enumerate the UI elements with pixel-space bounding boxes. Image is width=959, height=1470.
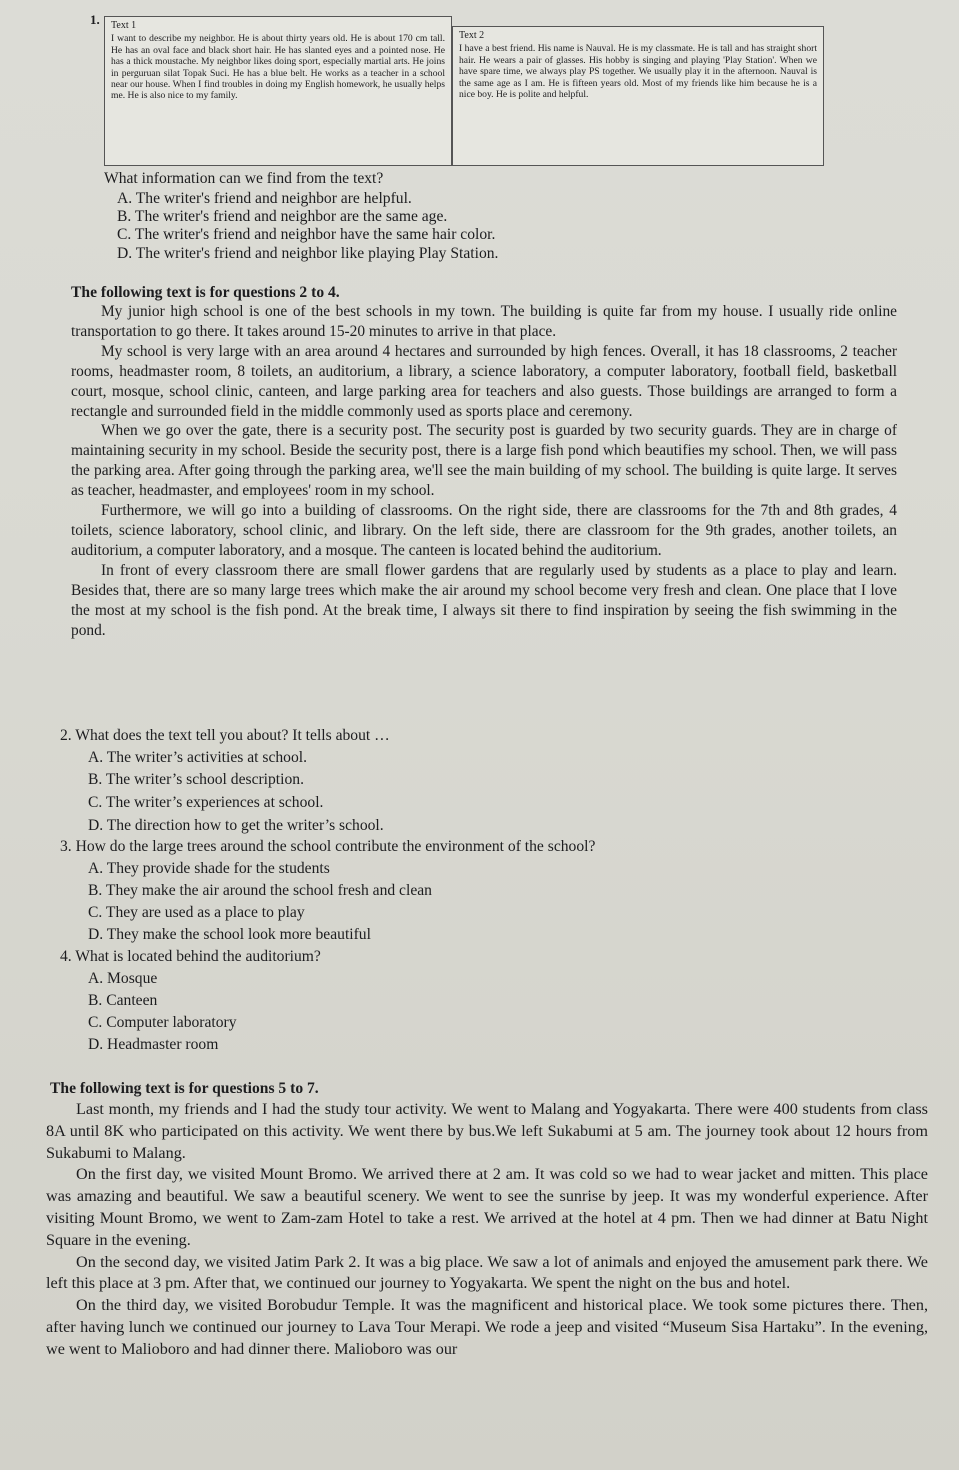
text-1-body: I want to describe my neighbor. He is about thirty years old. He is about 170 cm tall. He has an oval face and black short hair. He has slanted eyes and a pointed nose. He has a thick moustache. My neighbor likes doing sport, especially martial arts. He joins in perguruan silat Topak Suci. He has a blue belt. He works as a teacher in a school near our house. When I find troubles in doing my English homework, he usually helps me. He is also nice to my family. — [111, 33, 445, 102]
q3-option-b: B. They make the air around the school fresh and clean — [88, 882, 432, 899]
section-2-text — [71, 302, 897, 640]
q2-option-b: B. The writer’s school description. — [88, 771, 304, 788]
text-1-title: Text 1 — [111, 20, 137, 31]
q2-option-c: C. The writer’s experiences at school. — [88, 794, 324, 811]
q2-option-d: D. The direction how to get the writer’s school. — [88, 817, 384, 834]
section-2-paragraph: My school is very large with an area around 4 hectares and surrounded by high fences. Overall, it has 18 classrooms, 2 teacher rooms, headmaster room, 8 toilets, an auditorium, a library, a science laboratory, a computer laboratory, football field, basketball court, mosque, school clinic, canteen, and large parking area for teachers and also guests. Those buildings are arranged to form a rectangle and surrounded field in the middle commonly used as sports place and ceremony. — [71, 342, 897, 420]
section-3-paragraph: On the first day, we visited Mount Bromo. We arrived there at 2 am. It was cold so we had to wear jacket and mitten. This place was amazing and beautiful. We saw a beautiful scenery. We went to see the sunrise by jeep. It was my wonderful experience. After visiting Mount Bromo, we went to Zam-zam Hotel to take a rest. We arrived at the hotel at 4 pm. Then we had dinner at Batu Night Square in the evening. — [46, 1165, 928, 1249]
text-2-body: I have a best friend. His name is Nauval. He is my classmate. He is tall and has straight short hair. He wears a pair of glasses. His hobby is singing and playing 'Play Station'. When we have spare time, we always play PS together. We usually play it in the afternoon. Nauval is the same age as I am. He is fifteen years old. Most of my friends like him because he is a nice boy. He is polite and helpful. — [459, 43, 817, 101]
q4-question: 4. What is located behind the auditorium? — [60, 948, 321, 965]
section-3-paragraph: On the third day, we visited Borobudur Temple. It was the magnificent and historical place. We took some pictures there. Then, after having lunch we continued our journey to Lava Tour Merapi. We rode a jeep and visited “Museum Sisa Hartaku”. In the evening, we went to Malioboro and had dinner there. Malioboro was our — [46, 1296, 928, 1358]
q1-question: What information can we find from the text? — [104, 170, 384, 187]
q4-option-a: A. Mosque — [88, 970, 158, 987]
q2-question: 2. What does the text tell you about? It tells about … — [60, 727, 390, 744]
q1-option-d: D. The writer's friend and neighbor like playing Play Station. — [117, 245, 499, 262]
section-2-heading: The following text is for questions 2 to 4. — [71, 284, 340, 301]
text-1-box — [104, 16, 452, 166]
question-number: 1. — [90, 12, 100, 27]
section-2-paragraph: In front of every classroom there are small flower gardens that are regularly used by students as a place to play and learn. Besides that, there are so many large trees which make the air around my school become very fresh and clean. One place that I love the most at my school is the fish pond. At the break time, I always sit there to find inspiration by seeing the fish swimming in the pond. — [71, 561, 897, 639]
q3-question: 3. How do the large trees around the school contribute the environment of the school? — [60, 838, 596, 855]
q3-option-d: D. They make the school look more beautiful — [88, 926, 371, 943]
section-3-paragraph: On the second day, we visited Jatim Park 2. It was a big place. We saw a lot of animals and enjoyed the amusement park there. We left this place at 3 pm. After that, we continued our journey to Yogyakarta. We spent the night on the bus and hotel. — [46, 1252, 928, 1293]
section-3-text — [46, 1099, 928, 1361]
q3-option-c: C. They are used as a place to play — [88, 904, 305, 921]
q1-option-b: B. The writer's friend and neighbor are the same age. — [117, 208, 448, 225]
section-2-paragraph: Furthermore, we will go into a building of classrooms. On the right side, there are classrooms for the 7th and 8th grades, 4 toilets, science laboratory, school clinic, and library. On the left side, there are classroom for the 9th grades, another toilets, an auditorium, a computer laboratory, and a mosque. The canteen is located behind the auditorium. — [71, 502, 897, 559]
q4-option-d: D. Headmaster room — [88, 1036, 219, 1053]
q3-option-a: A. They provide shade for the students — [88, 860, 330, 877]
q4-option-b: B. Canteen — [88, 992, 158, 1009]
section-3-heading: The following text is for questions 5 to 7. — [50, 1080, 319, 1097]
q1-option-c: C. The writer's friend and neighbor have the same hair color. — [117, 226, 496, 243]
q2-option-a: A. The writer’s activities at school. — [88, 749, 307, 766]
text-2-title: Text 2 — [459, 30, 485, 41]
q1-option-a: A. The writer's friend and neighbor are helpful. — [117, 190, 412, 207]
section-2-paragraph: My junior high school is one of the best schools in my town. The building is quite far from my house. I usually ride online transportation to go there. It takes around 15-20 minutes to arrive in that place. — [71, 303, 897, 340]
text-2-box — [452, 26, 824, 166]
section-3-paragraph: Last month, my friends and I had the study tour activity. We went to Malang and Yogyakarta. There were 400 students from class 8A until 8K who participated on this activity. We went there by bus.We left Sukabumi at 5 am. The journey took about 12 hours from Sukabumi to Malang. — [46, 1100, 928, 1162]
section-2-paragraph: When we go over the gate, there is a security post. The security post is guarded by two security guards. They are in charge of maintaining security in my school. Beside the security post, there is a large fish pond which beautifies my school. Then, we will pass the parking area. After going through the parking area, we'll see the main building of my school. The building is quite large. It serves as teacher, headmaster, and employees' room in my school. — [71, 422, 897, 500]
q4-option-c: C. Computer laboratory — [88, 1014, 237, 1031]
